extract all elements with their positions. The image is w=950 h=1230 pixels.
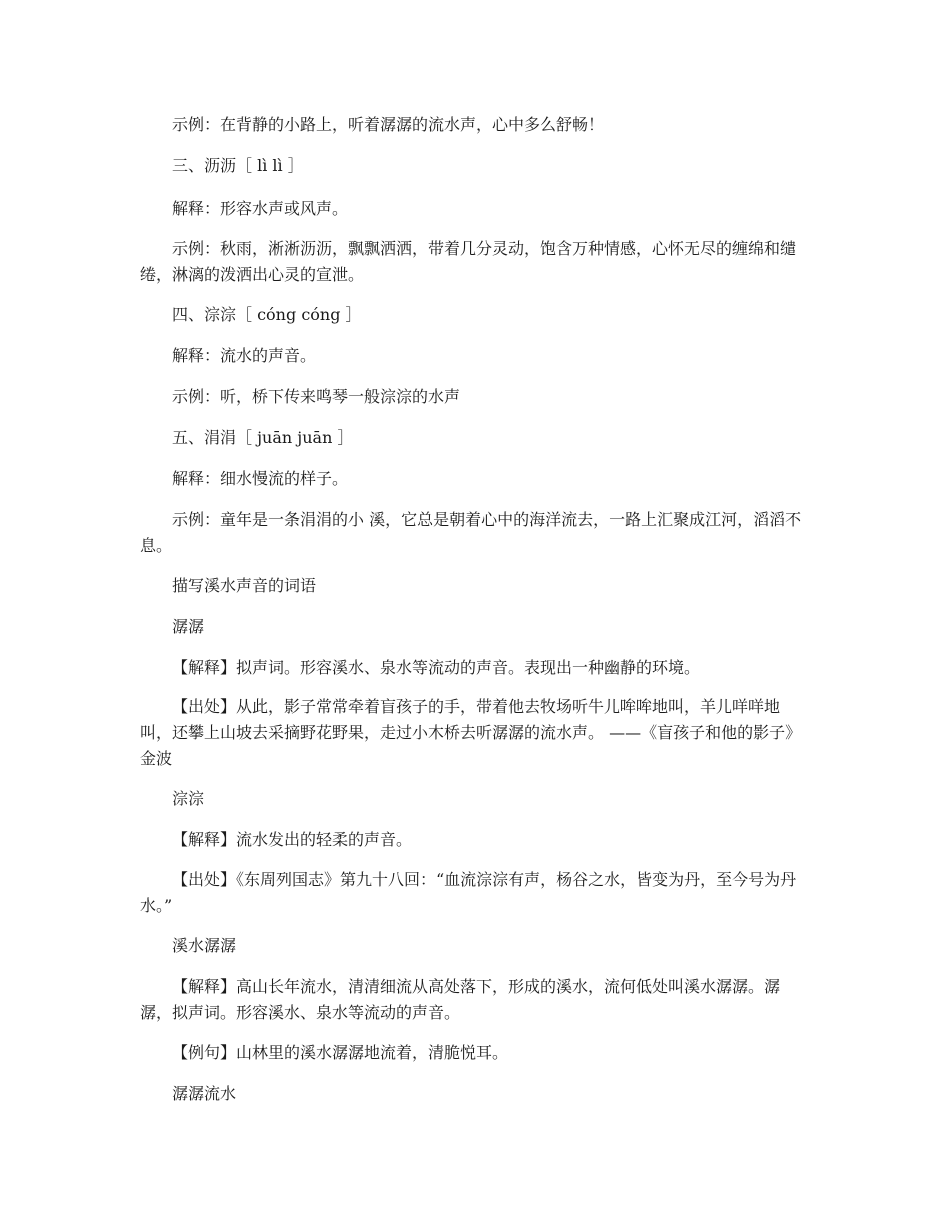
term-heading: 潺潺流水 [172, 1084, 237, 1103]
explanation-paragraph: 解释：细水慢流的样子。 [172, 469, 349, 488]
section-heading: 三、沥沥［ lì lì ］ [172, 156, 304, 175]
example-paragraph: 示例：童年是一条涓涓的小 溪，它总是朝着心中的海洋流去，一路上汇聚成江河，滔滔不息。 [140, 510, 802, 555]
explanation-paragraph: 解释：形容水声或风声。 [172, 199, 349, 218]
source-paragraph: 【出处】《东周列国志》第九十八回：“血流淙淙有声，杨谷之水，皆变为丹，至今号为丹水。” [140, 870, 797, 915]
term-heading: 溪水潺潺 [172, 936, 237, 955]
term-heading: 潺潺 [172, 617, 205, 636]
example-sentence-paragraph: 【例句】山林里的溪水潺潺地流着，清脆悦耳。 [172, 1043, 509, 1062]
example-paragraph: 示例：秋雨，淅淅沥沥，飘飘洒洒，带着几分灵动，饱含万种情感，心怀无尽的缠绵和缱绻，淋漓的泼洒出心灵的宣泄。 [140, 239, 797, 284]
example-paragraph: 示例：听，桥下传来鸣琴一般淙淙的水声 [172, 387, 461, 406]
explanation-paragraph: 【解释】流水发出的轻柔的声音。 [172, 830, 413, 849]
section-heading: 四、淙淙［ cóng cóng ］ [172, 305, 362, 324]
example-paragraph: 示例：在背静的小路上，听着潺潺的流水声，心中多么舒畅！ [172, 115, 605, 134]
term-heading: 淙淙 [172, 789, 205, 808]
explanation-paragraph: 解释：流水的声音。 [172, 346, 317, 365]
section-heading: 五、涓涓［ juān juān ］ [172, 428, 354, 447]
explanation-paragraph: 【解释】拟声词。形容溪水、泉水等流动的声音。表现出一种幽静的环境。 [172, 658, 701, 677]
explanation-paragraph: 【解释】高山长年流水，清清细流从高处落下，形成的溪水，流何低处叫溪水潺潺。潺潺，拟声词。形容溪水、泉水等流动的声音。 [140, 977, 781, 1022]
subsection-title: 描写溪水声音的词语 [172, 576, 317, 595]
source-paragraph: 【出处】从此，影子常常牵着盲孩子的手，带着他去牧场听牛儿哞哞地叫，羊儿咩咩地叫，还攀上山坡去采摘野花野果，走过小木桥去听潺潺的流水声。 ——《盲孩子和他的影子》金波 [140, 697, 802, 768]
